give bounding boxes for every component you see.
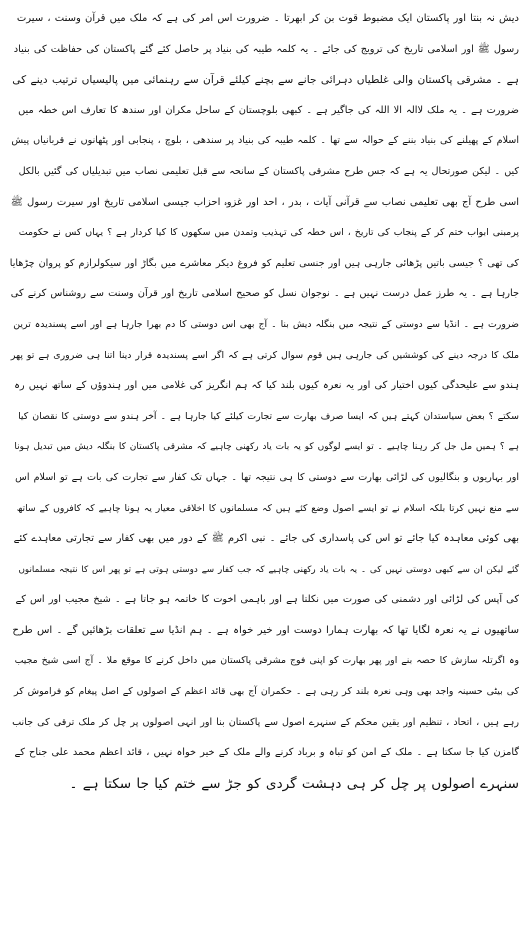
article-line: رسول ﷺ اور اسلامی تاریخ کی ترویج کی جائے ۔ یہ کلمہ طیبہ کی بنیاد پر حاصل کئے گئے پاکستان کی حفاظت کی بنیاد (13, 43, 519, 55)
article-line: رہے ہیں ، اتحاد ، تنظیم اور یقین محکم کے سنہرے اصول سے پاکستان بنا اور انہی اصولوں پر چل کر ملک ترقی کی جانب (12, 716, 519, 728)
article-line: ہندو سے علیحدگی کیوں اختیار کی اور یہ نعرہ کیوں بلند کیا کہ ہم انگریز کی غلامی میں اور ہندوؤں کے ساتھ نہیں رہ (14, 380, 519, 392)
article-line: گامزن کیا جا سکتا ہے ۔ ملک کے امن کو تباہ و برباد کرنے والے ملک کے خیر خواہ نہیں ، قائد اعظم محمد علی جناح کے (14, 747, 519, 759)
article-line: کی آپس کی لڑائی اور دشمنی کی صورت میں نکلتا ہے اور باہمی اخوت کا خاتمہ ہو جاتا ہے ۔ شیخ مجیب اور اس کے (15, 594, 519, 606)
article-line: اور بہاریوں و بنگالیوں کی لڑائی بھارت سے دوستی کا ہی نتیجہ تھا ۔ جہاں تک کفار سے تجارت کی بات ہے تو اسلام اس (15, 471, 519, 483)
article-line: ساتھیوں نے یہ نعرہ لگایا تھا کہ بھارت ہمارا دوست اور خیر خواہ ہے ۔ ہم انڈیا سے تعلقات بڑھائیں گے ۔ اس طرح (12, 624, 519, 636)
article-line: ملک کا درجہ دینے کی کوششیں کی جارہی ہیں قوم سوال کرتی ہے کہ اگر اسے پسندیدہ قرار دینا اتنا ہی ضروری ہے تو پھر (10, 349, 519, 361)
article-line: جارہا ہے ۔ یہ طرز عمل درست نہیں ہے ۔ نوجوان نسل کو صحیح اسلامی تاریخ اور قرآن وسنت سے روشناس کرنے کی (10, 288, 519, 300)
article-line: ضرورت ہے ۔ انڈیا سے دوستی کے نتیجہ میں بنگلہ دیش بنا ۔ آج بھی اس دوستی کا دم بھرا جارہا ہے اور اسے پسندیدہ ترین (13, 318, 519, 330)
article-line: کیں ۔ لیکن صورتحال یہ ہے کہ جس طرح مشرقی پاکستان کے سانحہ سے قبل تعلیمی نصاب میں تبدیلیاں کی گئیں بالکل (18, 165, 519, 177)
article-line: کی تھی ؟ جیسی باتیں پڑھائی جارہی ہیں اور جنسی تعلیم کو فروغ دیکر معاشرے میں بگاڑ اور سیکولرازم کو پروان چڑھایا (10, 257, 519, 269)
article-line: سنہرے اصولوں پر چل کر ہی دہشت گردی کو جڑ سے ختم کیا جا سکتا ہے ۔ (69, 775, 519, 792)
article-line: کی بیٹی حسینہ واجد بھی وہی نعرہ بلند کر رہی ہے ۔ حکمران آج بھی قائد اعظم کے اصولوں کے اصل پیغام کو فراموش کر (14, 686, 519, 698)
article-line: سے منع نہیں کرتا بلکہ اسلام نے تو ایسے اصول وضع کئے ہیں کہ مسلمانوں کا اخلاقی معیار یہ ہونا چاہیے کہ کافروں کے ساتھ (16, 502, 519, 514)
article-line: گئے لیکن ان سے کبھی دوستی نہیں کی ۔ یہ بات یاد رکھنی چاہیے کہ جب کفار سے دوستی ہوتی ہے تو پھر اس کا نتیجہ مسلمانوں (18, 564, 519, 575)
article-line: اسلام کے پھیلنے کی بنیاد بننے کے حوالہ سے تھا ۔ کلمہ طیبہ کی بنیاد پر سندھی ، بلوچ ، پنجابی اور پٹھانوں نے قربانیاں پیش (11, 135, 519, 147)
article-line: وہ اگرتلہ سازش کا حصہ بنے اور پھر بھارت کو اپنی فوج مشرقی پاکستان میں داخل کرنے کا موقع ملا ۔ آج اسی شیخ مجیب (14, 655, 519, 667)
article-line: اسی طرح آج بھی تعلیمی نصاب سے قرآنی آیات ، بدر ، احد اور غزوہ احزاب جیسی اسلامی تاریخ اور سیرت رسول ﷺ (10, 196, 519, 208)
article-line: ضرورت ہے ۔ یہ ملک لاالہ الا اللہ کی جاگیر ہے ۔ کبھی بلوچستان کے ساحل مکران اور سندھ کا تعارف اس خطہ میں (18, 104, 519, 116)
article-line: دیش نہ بنتا اور پاکستان ایک مضبوط قوت بن کر ابھرتا ۔ ضرورت اس امر کی ہے کہ ملک میں قرآن وسنت ، سیرت (16, 13, 519, 24)
article-line: بھی کوئی معاہدہ کیا جائے تو اس کی پاسداری کی جائے ۔ نبی اکرم ﷺ کے دور میں بھی کفار سے تجارتی معاہدے کئے (13, 533, 519, 545)
article-line: سکتے ؟ بعض سیاستدان کہتے ہیں کہ ایسا صرف بھارت سے تجارت کیلئے کیا جارہا ہے ۔ آخر ہندو سے دوستی کا نقصان کیا (18, 410, 519, 422)
article-body (10, 4, 519, 799)
article-line: ہے ۔ مشرقی پاکستان والی غلطیاں دہرائی جانے سے بچنے کیلئے قرآن سے رہنمائی میں پالیسیاں ترتیب دینے کی (12, 74, 519, 87)
article-line: ہے ؟ ہمیں مل جل کر رہنا چاہیے ۔ تو ایسے لوگوں کو یہ بات یاد رکھنی چاہیے کہ مشرقی پاکستان کا بنگلہ دیش میں تبدیل ہونا (14, 442, 519, 453)
article-line: پرمبنی ابواب ختم کر کے پنجاب کی تاریخ ، اس خطہ کی تہذیب وتمدن میں سکھوں کا کیا کردار ہے ؟ یہاں کس نے حکومت (18, 227, 519, 239)
